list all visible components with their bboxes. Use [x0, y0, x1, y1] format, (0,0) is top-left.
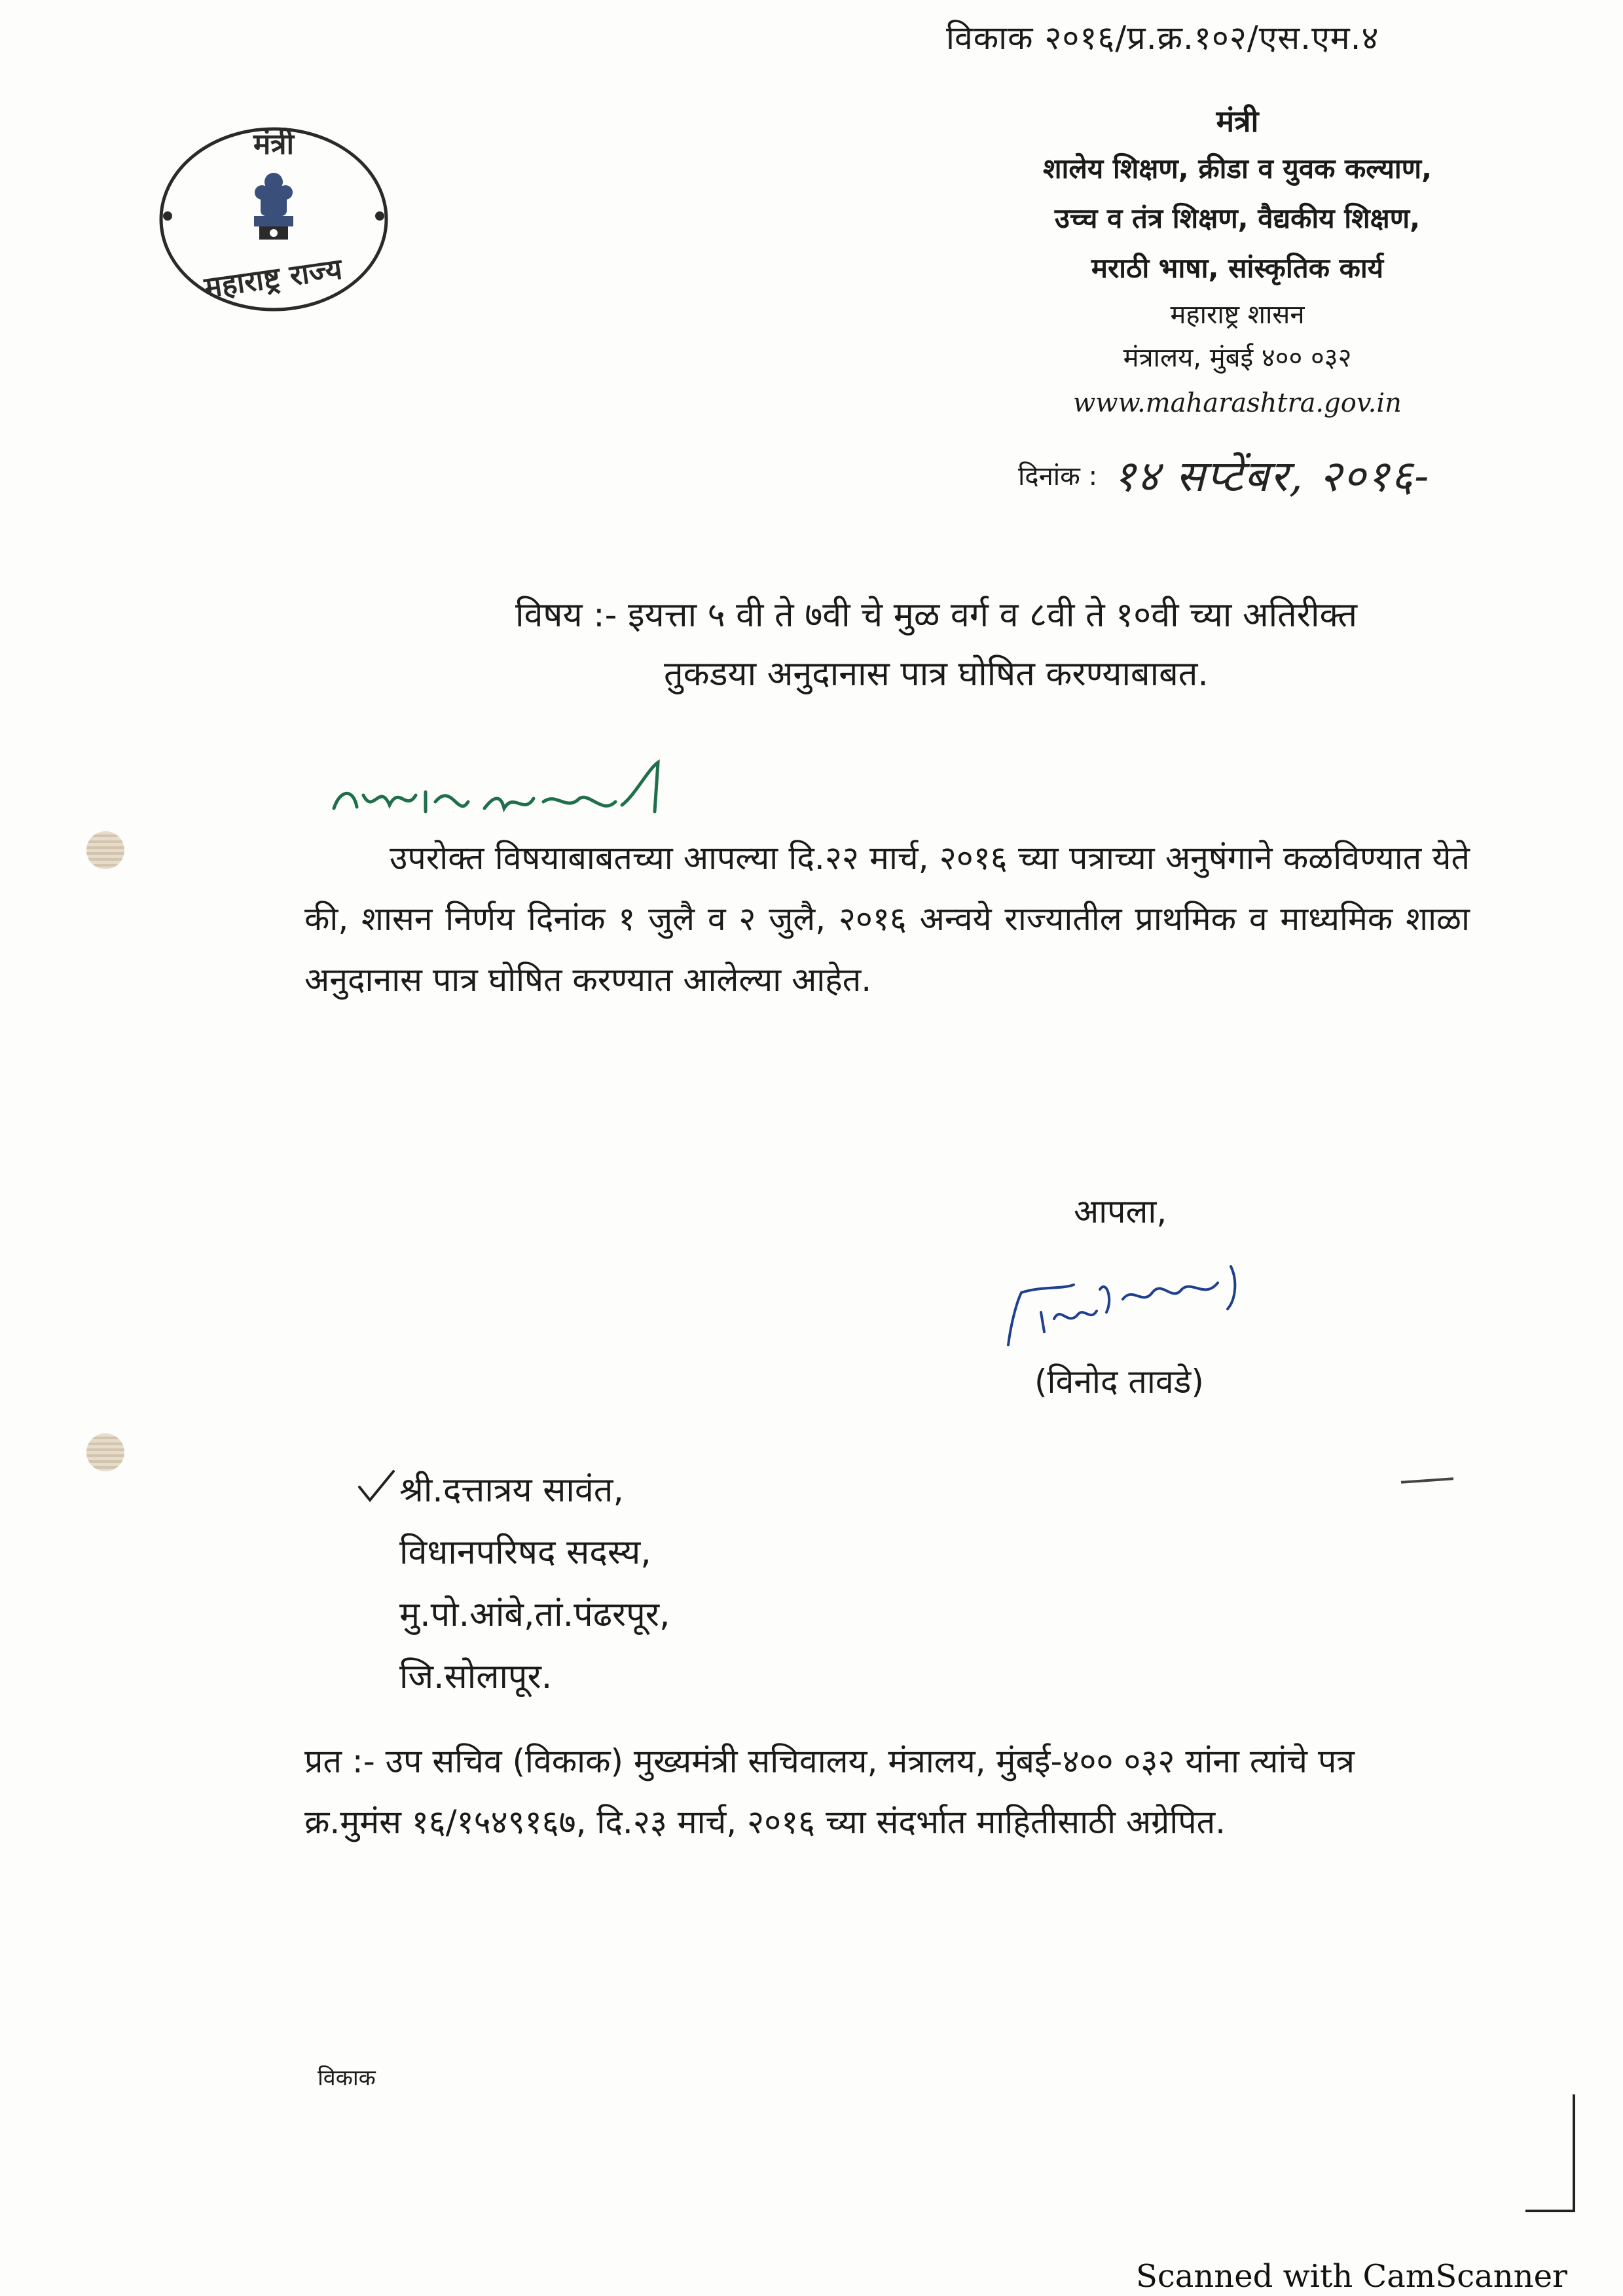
date-label: दिनांक : — [1018, 461, 1098, 492]
checkmark-icon — [357, 1467, 396, 1507]
date-value: १४ सप्टेंबर, २०१६- — [1113, 451, 1431, 501]
emblem-icon — [254, 173, 293, 240]
handwritten-note — [327, 756, 681, 831]
reference-number: विकाक २०१६/प्र.क्र.१०२/एस.एम.४ — [946, 19, 1379, 57]
punch-hole — [86, 1433, 124, 1471]
government-name: महाराष्ट्र शासन — [1170, 300, 1305, 330]
addressee-line: मु.पो.आंबे,तां.पंढरपूर, — [399, 1595, 670, 1634]
portfolio-line: उच्च व तंत्र शिक्षण, वैद्यकीय शिक्षण, — [1054, 202, 1421, 234]
scanner-watermark: Scanned with CamScanner — [1136, 2258, 1567, 2295]
letter-date — [1018, 445, 1430, 504]
signer-name: (विनोद तावडे) — [1034, 1363, 1204, 1401]
signature — [1002, 1253, 1250, 1354]
portfolio-line: मराठी भाषा, सांस्कृतिक कार्य — [1091, 252, 1384, 284]
footer-code: विकाक — [318, 2065, 376, 2091]
office-address: मंत्रालय, मुंबई ४०० ०३२ — [1123, 343, 1352, 373]
page-edge-line — [1573, 2094, 1575, 2212]
body-paragraph: उपरोक्त विषयाबाबतच्या आपल्या दि.२२ मार्च, २०१६ च्या पत्राच्या अनुषंगाने कळविण्यात येते की, शासन निर्णय दिनांक १ जुलै व २ जुलै, २०१६ अन्वये राज्यातील प्राथमिक व माध्यमिक शाळा अनुदानास पात्र घोषित करण्यात आलेल्या आहेत. — [304, 839, 1470, 999]
seal-top-text: मंत्री — [253, 128, 294, 161]
subject-line: विषय :- इयत्ता ५ वी ते ७वी चे मुळ वर्ग व ८वी ते १०वी च्या अतिरीक्त — [515, 596, 1357, 635]
closing: आपला, — [1074, 1193, 1167, 1230]
addressee-name — [357, 1460, 670, 1522]
letterhead — [982, 98, 1493, 427]
letterhead-title: मंत्री — [1216, 103, 1259, 139]
addressee-line: जि.सोलापूर. — [399, 1657, 553, 1696]
stray-mark — [1401, 1477, 1453, 1484]
addressee-block — [357, 1460, 670, 1708]
subject-line: तुकडया अनुदानास पात्र घोषित करण्याबाबत. — [664, 655, 1209, 694]
addressee-line: विधानपरिषद सदस्य, — [399, 1533, 651, 1572]
punch-hole — [86, 831, 124, 869]
seal-graphic — [156, 124, 392, 314]
website: www.maharashtra.gov.in — [1073, 388, 1402, 418]
subject — [445, 586, 1427, 704]
handwritten-note-scribble — [327, 756, 681, 828]
signature-scribble — [1002, 1253, 1250, 1352]
addressee-line: श्री.दत्तात्रय सावंत, — [399, 1471, 624, 1510]
copy-to: प्रत :- उप सचिव (विकाक) मुख्यमंत्री सचिवालय, मंत्रालय, मुंबई-४०० ०३२ यांना त्यांचे पत्र क्र.मुमंस १६/१५४९१६७, दि.२३ मार्च, २०१६ च्या संदर्भात माहितीसाठी अग्रेपित. — [304, 1742, 1355, 1841]
portfolio-line: शालेय शिक्षण, क्रीडा व युवक कल्याण, — [1042, 152, 1432, 185]
ministerial-seal — [156, 124, 392, 314]
seal-bottom-text: महाराष्ट्र राज्य — [202, 252, 344, 305]
page-edge-line — [1525, 2210, 1575, 2212]
